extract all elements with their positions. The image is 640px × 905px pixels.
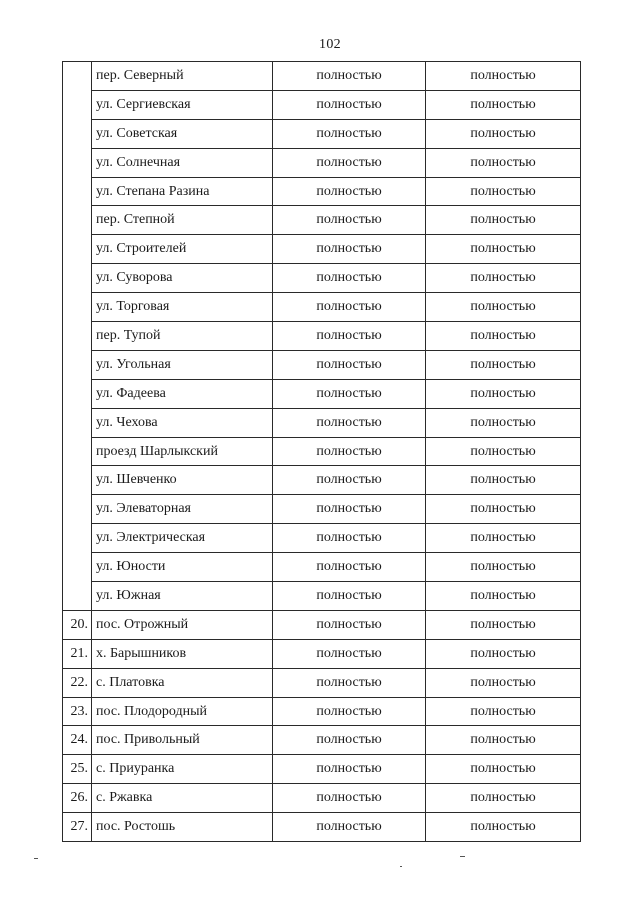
settlement-name: ул. Шевченко: [92, 466, 273, 495]
table-row: [63, 177, 581, 206]
row-number: 25.: [63, 755, 92, 784]
row-number: 27.: [63, 813, 92, 842]
settlement-name: ул. Сергиевская: [92, 90, 273, 119]
coverage-cell: полностью: [426, 553, 581, 582]
coverage-cell: полностью: [426, 755, 581, 784]
table-row: [63, 813, 581, 842]
table-row: [63, 379, 581, 408]
table-row: [63, 264, 581, 293]
settlement-name: ул. Строителей: [92, 235, 273, 264]
scan-mark: [460, 856, 465, 857]
coverage-cell: полностью: [273, 495, 426, 524]
coverage-cell: полностью: [426, 350, 581, 379]
table-row: [63, 553, 581, 582]
coverage-cell: полностью: [426, 90, 581, 119]
row-number: [63, 553, 92, 582]
settlement-name: с. Приуранка: [92, 755, 273, 784]
coverage-cell: полностью: [273, 264, 426, 293]
coverage-cell: полностью: [273, 639, 426, 668]
coverage-cell: полностью: [273, 350, 426, 379]
coverage-cell: полностью: [273, 293, 426, 322]
table-row: [63, 437, 581, 466]
coverage-cell: полностью: [426, 264, 581, 293]
coverage-cell: полностью: [273, 726, 426, 755]
table-row: [63, 408, 581, 437]
coverage-cell: полностью: [273, 90, 426, 119]
coverage-cell: полностью: [273, 62, 426, 91]
settlement-name: ул. Фадеева: [92, 379, 273, 408]
row-number: [63, 350, 92, 379]
coverage-cell: полностью: [426, 639, 581, 668]
settlement-name: ул. Угольная: [92, 350, 273, 379]
settlements-table: [62, 61, 581, 842]
table-row: [63, 206, 581, 235]
coverage-cell: полностью: [426, 582, 581, 611]
coverage-cell: полностью: [273, 235, 426, 264]
coverage-cell: полностью: [426, 495, 581, 524]
row-number: [63, 206, 92, 235]
scan-mark: [400, 866, 402, 867]
settlement-name: ул. Степана Разина: [92, 177, 273, 206]
coverage-cell: полностью: [273, 119, 426, 148]
row-number: 21.: [63, 639, 92, 668]
settlement-name: пос. Ростошь: [92, 813, 273, 842]
table-row: [63, 90, 581, 119]
row-number: [63, 119, 92, 148]
coverage-cell: полностью: [273, 813, 426, 842]
table-row: [63, 495, 581, 524]
table-row: [63, 610, 581, 639]
settlement-name: проезд Шарлыкский: [92, 437, 273, 466]
table-row: [63, 784, 581, 813]
coverage-cell: полностью: [273, 177, 426, 206]
row-number: [63, 408, 92, 437]
settlement-name: пос. Привольный: [92, 726, 273, 755]
table-row: [63, 582, 581, 611]
settlement-name: пер. Северный: [92, 62, 273, 91]
table-row: [63, 639, 581, 668]
table-row: [63, 62, 581, 91]
settlement-name: ул. Чехова: [92, 408, 273, 437]
coverage-cell: полностью: [273, 668, 426, 697]
coverage-cell: полностью: [426, 408, 581, 437]
coverage-cell: полностью: [273, 553, 426, 582]
coverage-cell: полностью: [273, 437, 426, 466]
row-number: [63, 322, 92, 351]
coverage-cell: полностью: [426, 668, 581, 697]
table-row: [63, 755, 581, 784]
scan-mark: [34, 858, 38, 859]
row-number: 22.: [63, 668, 92, 697]
coverage-cell: полностью: [426, 466, 581, 495]
table-body: [63, 62, 581, 842]
settlement-name: ул. Советская: [92, 119, 273, 148]
row-number: [63, 495, 92, 524]
coverage-cell: полностью: [426, 726, 581, 755]
row-number: [63, 148, 92, 177]
coverage-cell: полностью: [273, 148, 426, 177]
table-row: [63, 668, 581, 697]
coverage-cell: полностью: [426, 235, 581, 264]
table-row: [63, 293, 581, 322]
coverage-cell: полностью: [273, 408, 426, 437]
coverage-cell: полностью: [273, 582, 426, 611]
coverage-cell: полностью: [426, 813, 581, 842]
coverage-cell: полностью: [426, 119, 581, 148]
coverage-cell: полностью: [273, 206, 426, 235]
table-row: [63, 148, 581, 177]
settlement-name: х. Барышников: [92, 639, 273, 668]
settlement-name: пос. Плодородный: [92, 697, 273, 726]
coverage-cell: полностью: [426, 177, 581, 206]
coverage-cell: полностью: [426, 379, 581, 408]
row-number: [63, 582, 92, 611]
coverage-cell: полностью: [426, 322, 581, 351]
row-number: [63, 524, 92, 553]
row-number: [63, 62, 92, 91]
table-row: [63, 350, 581, 379]
row-number: 24.: [63, 726, 92, 755]
coverage-cell: полностью: [273, 697, 426, 726]
coverage-cell: полностью: [426, 697, 581, 726]
row-number: [63, 437, 92, 466]
row-number: [63, 90, 92, 119]
settlement-name: пос. Отрожный: [92, 610, 273, 639]
coverage-cell: полностью: [426, 784, 581, 813]
coverage-cell: полностью: [273, 784, 426, 813]
page-number: 102: [319, 37, 341, 52]
row-number: 26.: [63, 784, 92, 813]
row-number: [63, 379, 92, 408]
coverage-cell: полностью: [273, 379, 426, 408]
settlement-name: с. Платовка: [92, 668, 273, 697]
table-row: [63, 322, 581, 351]
coverage-cell: полностью: [426, 62, 581, 91]
row-number: 23.: [63, 697, 92, 726]
settlement-name: ул. Торговая: [92, 293, 273, 322]
settlement-name: ул. Суворова: [92, 264, 273, 293]
coverage-cell: полностью: [273, 466, 426, 495]
table-row: [63, 235, 581, 264]
table-row: [63, 524, 581, 553]
coverage-cell: полностью: [273, 610, 426, 639]
coverage-cell: полностью: [273, 524, 426, 553]
table-row: [63, 697, 581, 726]
settlement-name: ул. Элеваторная: [92, 495, 273, 524]
table-row: [63, 466, 581, 495]
settlement-name: ул. Юности: [92, 553, 273, 582]
table-row: [63, 726, 581, 755]
coverage-cell: полностью: [426, 148, 581, 177]
row-number: 20.: [63, 610, 92, 639]
settlement-name: ул. Южная: [92, 582, 273, 611]
row-number: [63, 177, 92, 206]
settlement-name: пер. Тупой: [92, 322, 273, 351]
row-number: [63, 235, 92, 264]
settlement-name: ул. Электрическая: [92, 524, 273, 553]
row-number: [63, 264, 92, 293]
coverage-cell: полностью: [426, 610, 581, 639]
settlement-name: ул. Солнечная: [92, 148, 273, 177]
coverage-cell: полностью: [426, 437, 581, 466]
row-number: [63, 466, 92, 495]
settlement-name: пер. Степной: [92, 206, 273, 235]
coverage-cell: полностью: [273, 755, 426, 784]
coverage-cell: полностью: [426, 206, 581, 235]
coverage-cell: полностью: [426, 524, 581, 553]
coverage-cell: полностью: [273, 322, 426, 351]
coverage-cell: полностью: [426, 293, 581, 322]
row-number: [63, 293, 92, 322]
table-row: [63, 119, 581, 148]
settlement-name: с. Ржавка: [92, 784, 273, 813]
